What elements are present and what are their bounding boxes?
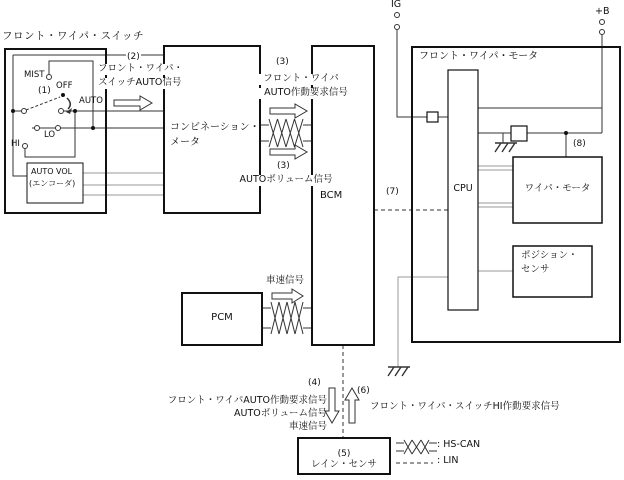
auto-contact [59, 109, 64, 114]
callout-1: (1) [38, 86, 51, 96]
mist-contact [47, 75, 52, 80]
hs-can-twisted-pair-pcm-bcm [262, 302, 312, 334]
signal4-line1: フロント・ワイパAUTO作動要求信号 [167, 395, 327, 406]
mist-branch-line [49, 61, 93, 128]
lo-contact-left [35, 126, 40, 131]
hi-label: HI [11, 139, 20, 149]
hs-can-twisted-pair-meter-bcm [260, 119, 312, 147]
ig-interface-component [427, 112, 438, 122]
signal2-line2: スイッチAUTO信号 [98, 77, 182, 88]
cpu-label: CPU [453, 183, 473, 194]
plus-b-label: +B [595, 6, 610, 17]
callout-3a: (3) [276, 57, 289, 67]
arrow-auto-volume-signal [270, 145, 307, 159]
cpu-ground-line [398, 277, 448, 367]
motor-driver-component [511, 126, 527, 141]
callout-5: (5) [337, 449, 351, 459]
signal4-labels [140, 394, 327, 433]
encoder-label: (エンコーダ) [29, 179, 76, 188]
junction-dot [564, 131, 568, 135]
signal4-line3: 車速信号 [288, 421, 327, 433]
ig-terminal [395, 25, 400, 30]
switch-wiper-dashed-line [26, 97, 60, 110]
ig-terminal [395, 13, 400, 18]
arrow-auto-request-signal [270, 104, 307, 118]
hi-contact [23, 144, 28, 149]
callout-6: (6) [357, 386, 370, 396]
arrow-vehicle-speed-signal [272, 289, 303, 303]
wiper-motor-inner-label: ワイパ・モータ [524, 183, 591, 194]
callout-3b: (3) [277, 161, 290, 171]
signal4-line2: AUTOボリューム信号 [234, 408, 327, 420]
auto-label: AUTO [79, 96, 103, 106]
vehicle-speed-label: 車速信号 [266, 275, 305, 286]
bcm-label: BCM [320, 190, 343, 201]
off-label: OFF [56, 81, 73, 91]
callout-4: (4) [308, 378, 321, 388]
pcm-label: PCM [211, 312, 233, 323]
signal3a-line2: AUTO作動要求信号 [257, 88, 355, 99]
ground-icon [495, 143, 517, 152]
cpu-to-motor-lines [478, 166, 513, 207]
mist-label: MIST [24, 70, 45, 80]
junction-dot [73, 109, 77, 113]
callout-2: (2) [127, 52, 140, 62]
combination-meter-label-1: コンビネーション・ [170, 122, 260, 133]
off-position-dot [61, 93, 65, 97]
legend-hs-can-label: : HS-CAN [437, 439, 481, 450]
signal2-line1: フロント・ワイパ・ [98, 63, 184, 74]
position-sensor-label-2: センサ [521, 264, 550, 275]
lo-contact-right [56, 126, 61, 131]
callout-8: (8) [573, 139, 586, 149]
signal3a-line1: フロント・ワイパ [255, 74, 347, 85]
position-sensor-label-1: ポジション・ [521, 250, 578, 261]
ig-feed-line [397, 30, 448, 117]
auto-vol-label: AUTO VOL [31, 167, 73, 176]
signal6-label: フロント・ワイパ・スイッチHI作動要求信号 [370, 401, 560, 412]
plus-b-terminal [600, 20, 605, 25]
wiper-pivot-contact [22, 109, 27, 114]
signal3b-label: AUTOボリューム信号 [235, 175, 337, 186]
lo-label: LO [44, 130, 56, 140]
arrow-down-to-rain-sensor [325, 388, 339, 423]
legend-lin-label: : LIN [437, 455, 459, 466]
arrow-switch-auto-signal [114, 96, 152, 110]
ig-label: IG [391, 0, 402, 10]
junction-dot [11, 109, 15, 113]
front-wiper-switch-box [5, 49, 106, 213]
plus-b-terminal [600, 30, 605, 35]
encoder-output-lines [83, 173, 164, 195]
ground-icon [388, 367, 410, 376]
signal-arrows [114, 96, 359, 423]
rain-sensor-label: レイン・センサ [310, 459, 378, 470]
switch-rotation-arrow [67, 98, 70, 109]
switch-title: フロント・ワイパ・スイッチ [2, 30, 145, 42]
legend-hs-can-symbol [396, 440, 437, 454]
callout-7: (7) [386, 187, 399, 197]
wiper-motor-title: フロント・ワイパ・モータ [419, 51, 539, 62]
junction-dot [91, 126, 95, 130]
combination-meter-label-2: メータ [170, 137, 200, 148]
